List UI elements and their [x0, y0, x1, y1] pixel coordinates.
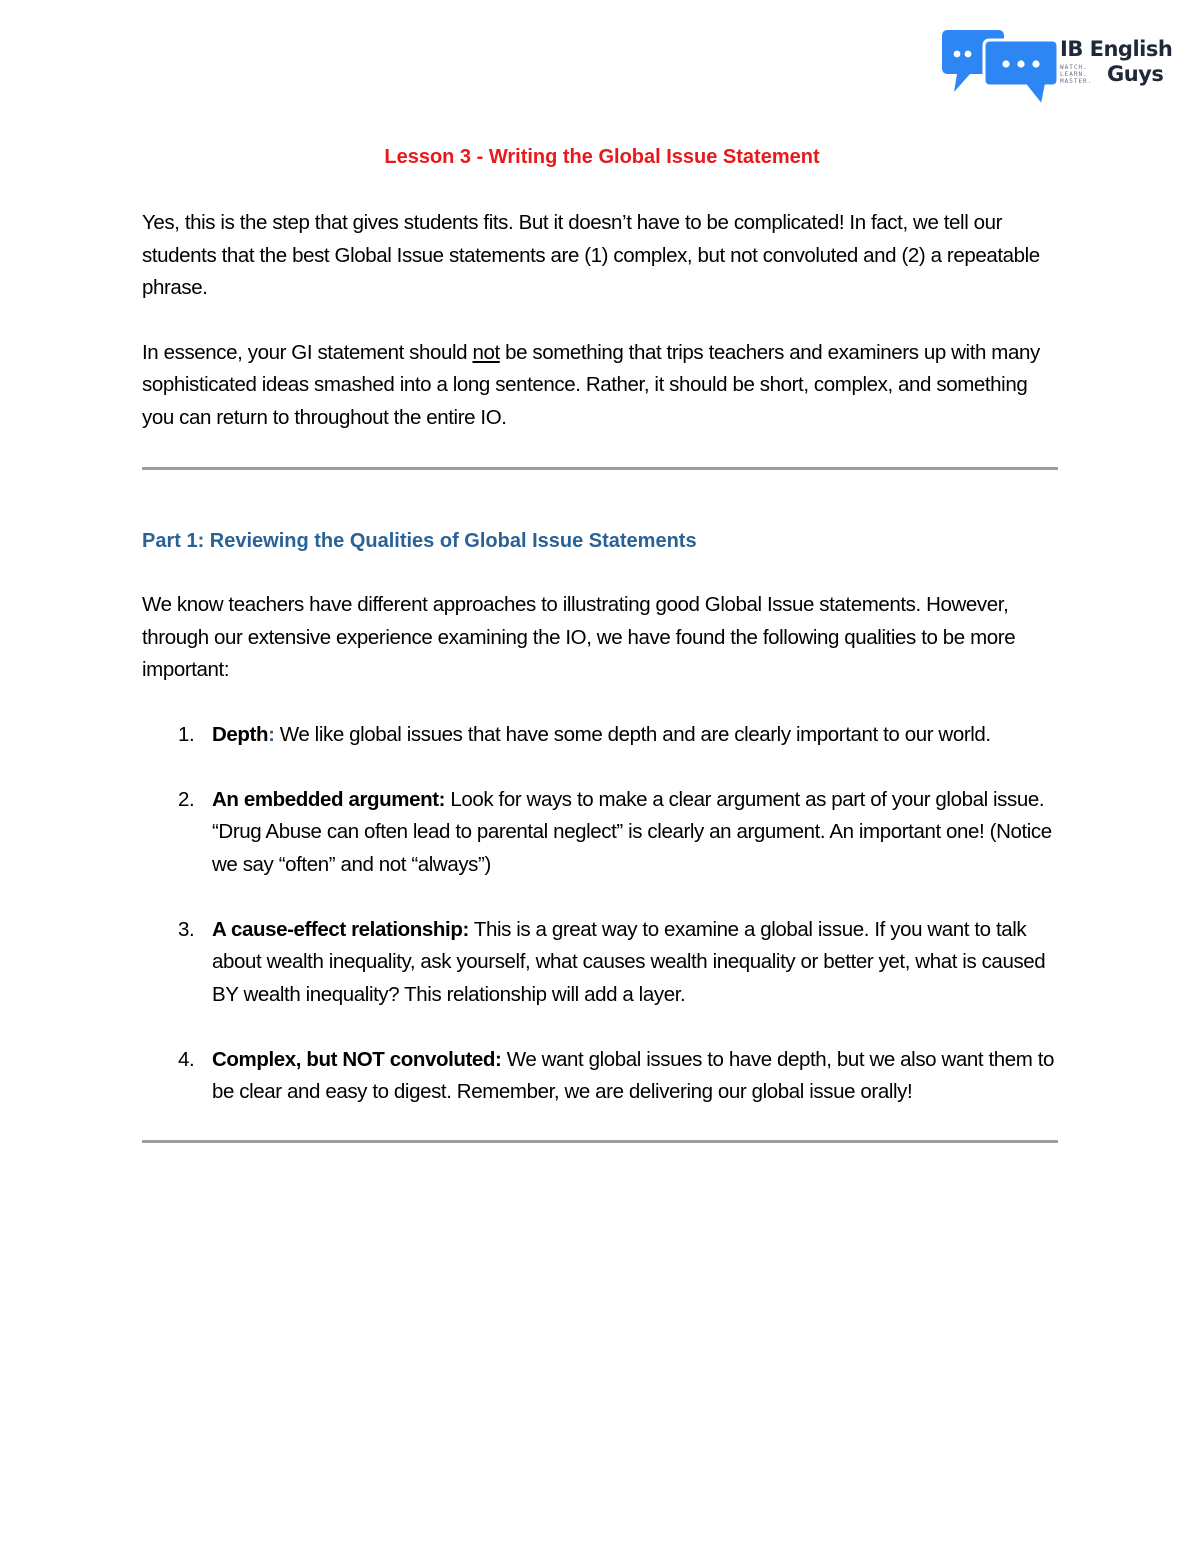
intro-paragraph-2	[142, 337, 1062, 435]
logo-tagline-line: LEARN.	[1060, 71, 1088, 78]
back-bubble-dot	[954, 51, 961, 58]
list-item-number: 3.	[178, 917, 195, 941]
list-item	[142, 719, 1062, 752]
logo-tagline-line: MASTER.	[1060, 78, 1093, 85]
front-bubble-shape	[984, 40, 1058, 106]
part-1-title: Part 1: Reviewing the Qualities of Global Issue Statements	[142, 530, 697, 552]
intro-p2-before: In essence, your GI statement should	[142, 340, 473, 364]
list-item-text: Look for ways to make a clear argument as part of your global issue. “Drug Abuse can often lead to parental neglect” is clearly an argument. An important one! (Notice we say “often” and not “always”)	[212, 787, 1052, 876]
list-item	[142, 784, 1062, 882]
list-item	[142, 914, 1062, 1012]
intro-paragraph-1: Yes, this is the step that gives students fits. But it doesn’t have to be complicated! In fact, we tell our students that the best Global Issue statements are (1) complex, but not convoluted and (2) a repeatable phrase.	[142, 211, 1040, 299]
front-bubble-dot	[1017, 60, 1024, 67]
lesson-title: Lesson 3 - Writing the Global Issue Statement	[384, 146, 820, 168]
list-item-label: A cause-effect relationship:	[212, 917, 469, 941]
list-item-text: This is a great way to examine a global issue. If you want to talk about wealth inequality, ask yourself, what causes wealth inequality or better yet, what is caused BY wealth inequality? This relationship will add a layer.	[212, 917, 1046, 1006]
list-item-number: 1.	[178, 722, 195, 746]
section-divider	[142, 1140, 1058, 1143]
list-item-number: 4.	[178, 1047, 195, 1071]
brand-logo	[940, 26, 1173, 108]
list-item-label: Complex, but NOT convoluted:	[212, 1047, 502, 1071]
front-bubble-dot	[1002, 60, 1009, 67]
qualities-list	[142, 719, 1062, 1109]
list-item-label: An embedded argument:	[212, 787, 446, 811]
front-bubble-dot	[1032, 60, 1039, 67]
list-item-number: 2.	[178, 787, 195, 811]
intro-p2-underlined: not	[472, 340, 500, 364]
list-item-label: Depth	[212, 722, 269, 746]
logo-guys: Guys	[1107, 62, 1164, 86]
logo-tagline-line: WATCH.	[1060, 64, 1088, 71]
document-body	[142, 140, 1062, 1143]
section-divider	[142, 467, 1058, 470]
logo-tagline	[1060, 64, 1100, 85]
chat-bubbles-icon	[940, 26, 1060, 108]
logo-title: IB English	[1060, 37, 1173, 61]
part-1-intro: We know teachers have different approaches to illustrating good Global Issue statements. However, through our extensive experience examining the IO, we have found the following qualities to be more important:	[142, 593, 1016, 681]
list-item-text: We want global issues to have depth, but we also want them to be clear and easy to digest. Remember, we are delivering our global issue orally!	[212, 1047, 1055, 1103]
list-item-colon: :	[268, 722, 275, 746]
list-item	[142, 1044, 1062, 1109]
list-item-text: We like global issues that have some depth and are clearly important to our world.	[274, 722, 991, 746]
back-bubble-dot	[965, 51, 972, 58]
intro-p2-after: be something that trips teachers and examiners up with many sophisticated ideas smashed into a long sentence. Rather, it should be short, complex, and something you can return to throughout the entire IO.	[142, 340, 1040, 429]
